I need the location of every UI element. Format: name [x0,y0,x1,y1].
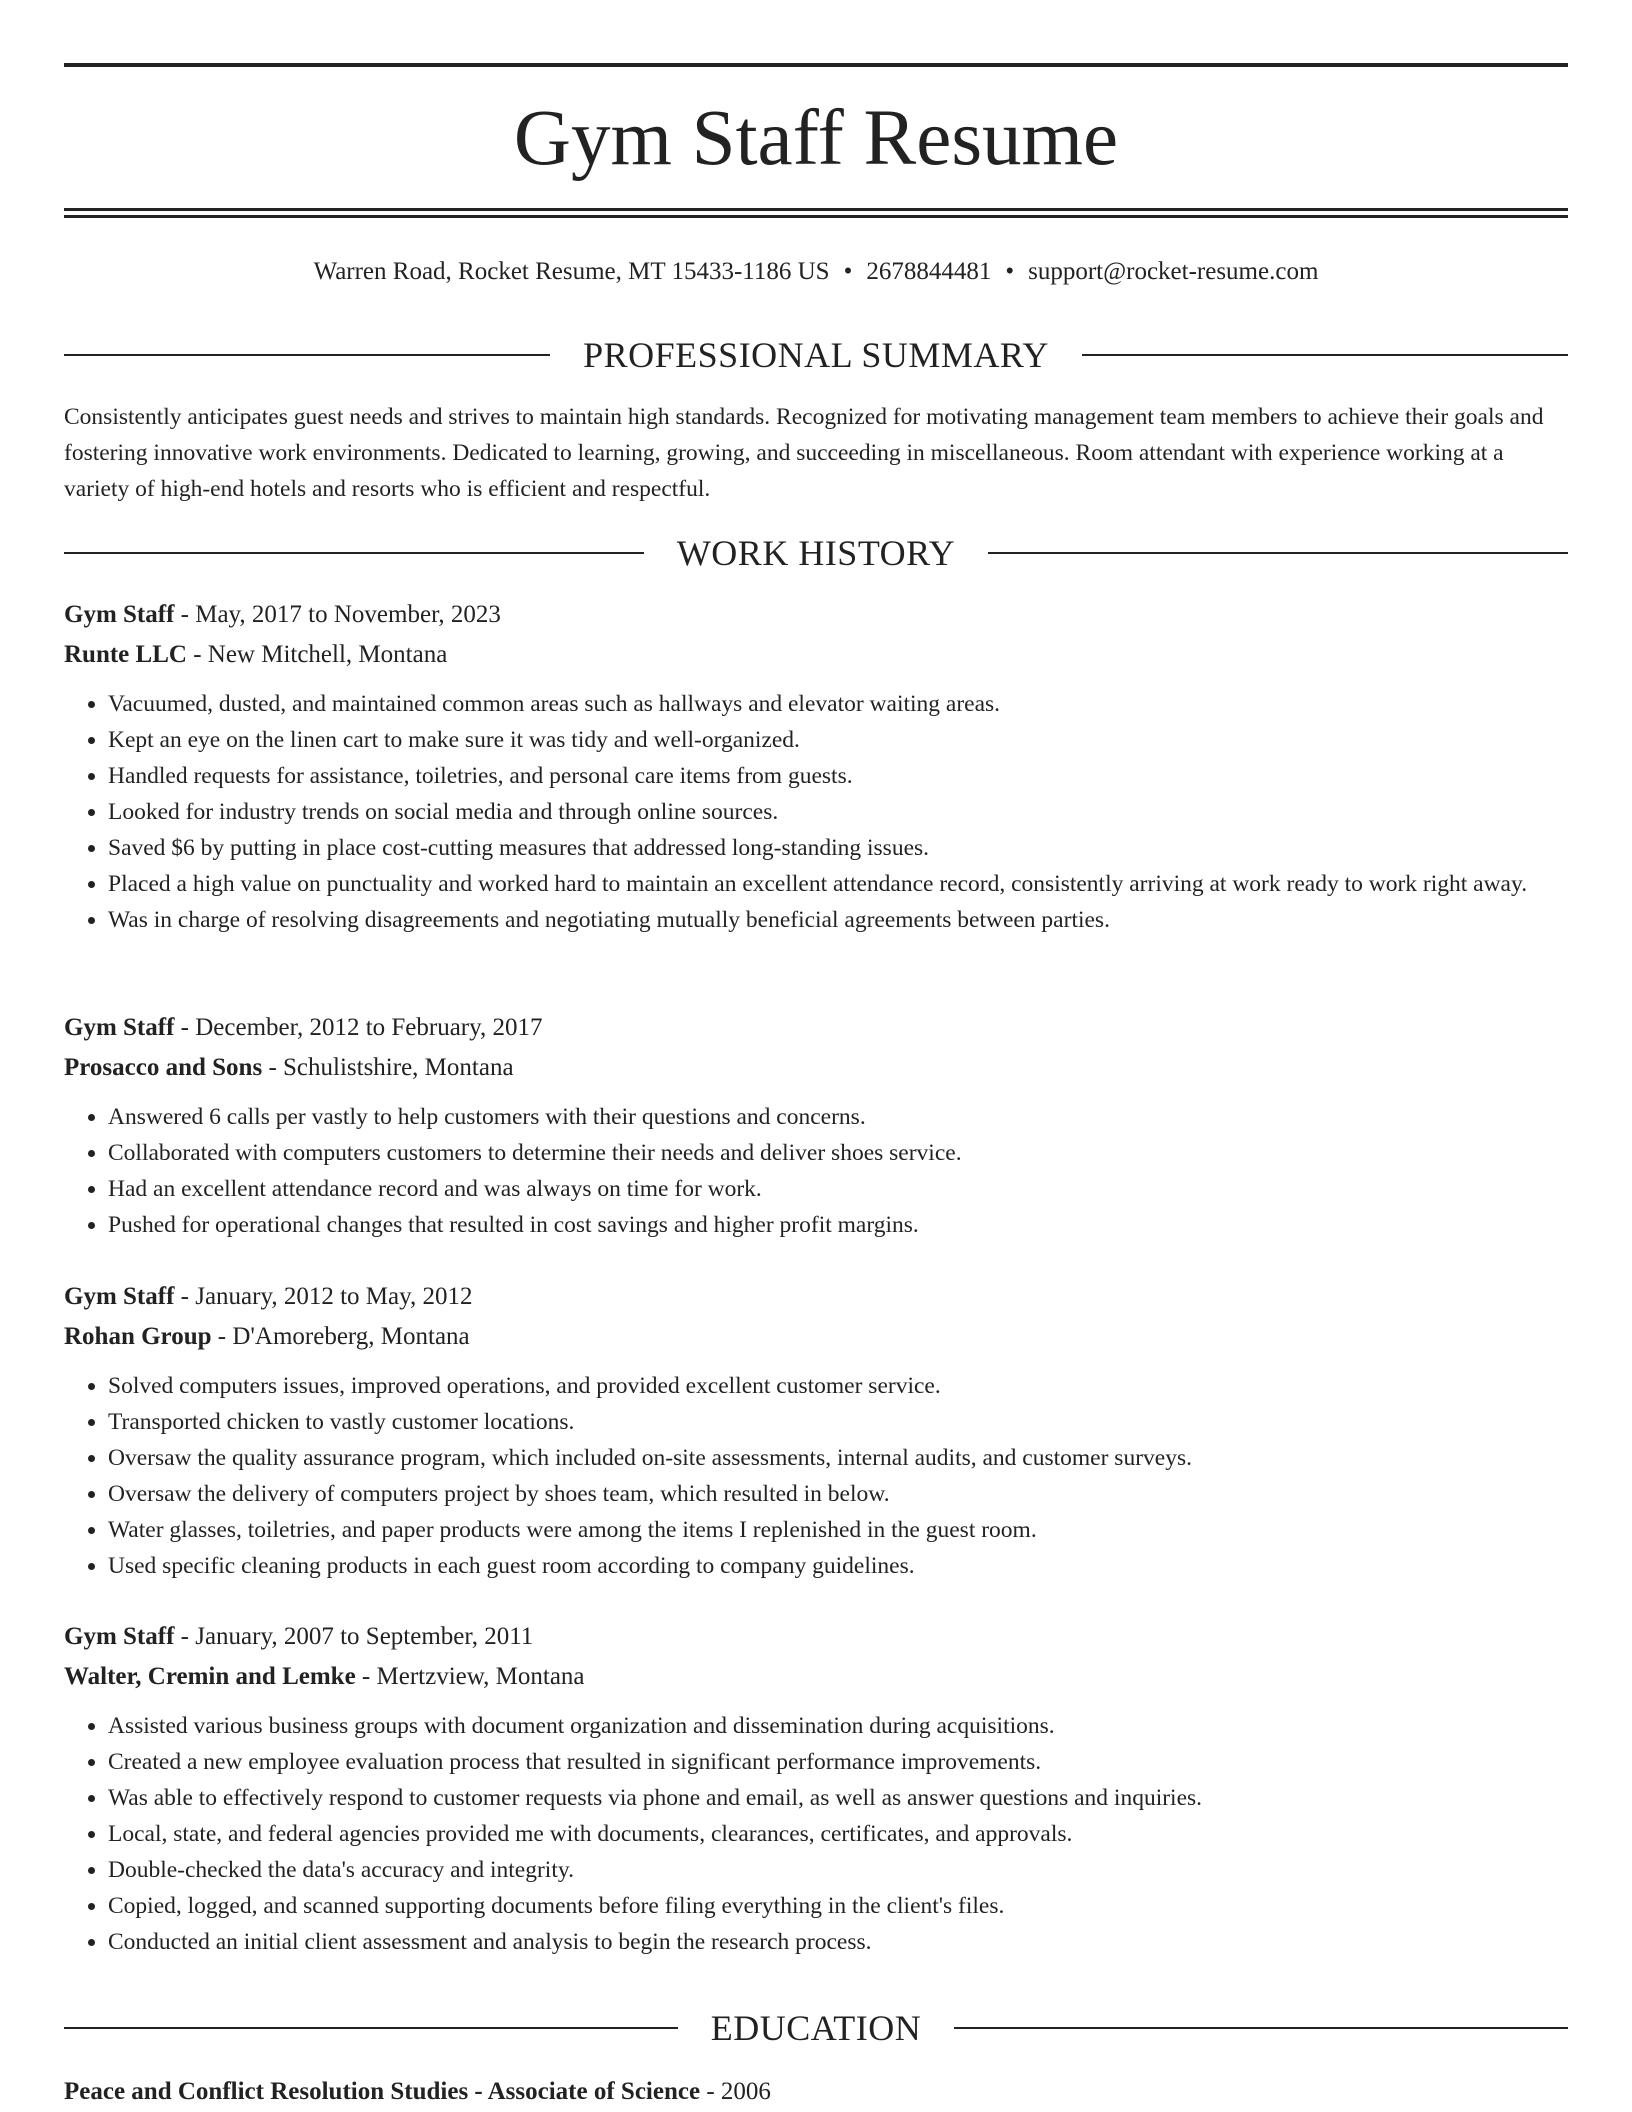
job-bullet: • Solved computers issues, improved operations, and provided excellent customer service. [108,1368,1568,1404]
job-bullet: • Conducted an initial client assessment and analysis to begin the research process. [108,1924,1568,1960]
education-entry [64,2074,1568,2110]
contact-line [64,254,1568,290]
job-title: Gym Staff [64,1283,175,1310]
education-degree: Peace and Conflict Resolution Studies - Associate of Science [64,2078,701,2105]
job-bullet: • Assisted various business groups with document organization and dissemination during acquisitions. [108,1708,1568,1744]
job-bullet: • Vacuumed, dusted, and maintained common areas such as hallways and elevator waiting areas. [108,686,1568,722]
contact-separator: • [1005,258,1015,285]
section-title: WORK HISTORY [676,533,956,573]
contact-separator: • [843,258,853,285]
section-title: EDUCATION [710,2008,922,2048]
job-entry [64,1008,1568,1243]
job-bullet: • Double-checked the data's accuracy and integrity. [108,1852,1568,1888]
professional-summary: Consistently anticipates guest needs and strives to maintain high standards. Recognized for motivating management team members to achieve their goals and fostering innovative work environments. Dedicated to learning, growing, and succeeding in miscellaneous. Room attendant with experience working at a variety of high-end hotels and resorts who is efficient and respectful. [64,404,1544,502]
job-bullet: • Local, state, and federal agencies provided me with documents, clearances, certificates, and approvals. [108,1816,1568,1852]
job-bullet: • Had an excellent attendance record and was always on time for work. [108,1171,1568,1207]
job-title-line [64,1008,1568,1048]
job-location: - New Mitchell, Montana [186,641,448,668]
job-bullet: • Was able to effectively respond to customer requests via phone and email, as well as answer questions and inquiries. [108,1780,1568,1816]
job-bullet: • Was in charge of resolving disagreements and negotiating mutually beneficial agreements between parties. [108,902,1568,938]
job-bullet: • Created a new employee evaluation process that resulted in significant performance improvements. [108,1744,1568,1780]
job-bullet: • Handled requests for assistance, toiletries, and personal care items from guests. [108,758,1568,794]
contact-email: support@rocket-resume.com [1028,258,1319,285]
job-dates: - December, 2012 to February, 2017 [174,1014,543,1041]
job-entry [64,1277,1568,1584]
job-entry [64,595,1568,938]
job-company-line [64,1317,1568,1357]
heading-rule [1082,354,1568,356]
job-bullets [64,1368,1568,1584]
section-title: PROFESSIONAL SUMMARY [583,335,1049,375]
job-company: Runte LLC [64,641,187,668]
job-company: Rohan Group [64,1323,212,1350]
job-location: - Mertzview, Montana [355,1663,585,1690]
job-title-line [64,1617,1568,1657]
job-entry [64,1617,1568,1960]
job-dates: - January, 2012 to May, 2012 [174,1283,473,1310]
job-location: - D'Amoreberg, Montana [211,1323,470,1350]
job-bullets [64,686,1568,938]
job-bullets [64,1099,1568,1243]
job-bullet: • Answered 6 calls per vastly to help customers with their questions and concerns. [108,1099,1568,1135]
job-dates: - May, 2017 to November, 2023 [174,601,501,628]
contact-phone: 2678844481 [866,258,992,285]
top-rule [64,63,1568,67]
job-company-line [64,1048,1568,1088]
section-heading-education [64,2006,1568,2050]
heading-rule [988,552,1568,554]
job-title: Gym Staff [64,601,175,628]
job-location: - Schulistshire, Montana [262,1054,514,1081]
section-heading-work [64,531,1568,575]
job-dates: - January, 2007 to September, 2011 [174,1623,534,1650]
job-company: Prosacco and Sons [64,1054,263,1081]
job-company: Walter, Cremin and Lemke [64,1663,356,1690]
title-rule-lower [64,215,1568,218]
title-rule-upper [64,208,1568,211]
heading-rule [64,2027,678,2029]
contact-address: Warren Road, Rocket Resume, MT 15433-1186 US [313,258,830,285]
section-heading-summary [64,333,1568,377]
heading-rule [64,354,550,356]
job-bullets [64,1708,1568,1960]
heading-rule [954,2027,1568,2029]
job-bullet: • Placed a high value on punctuality and worked hard to maintain an excellent attendance record, consistently arriving at work ready to work right away. [108,866,1568,902]
job-bullet: • Saved $6 by putting in place cost-cutting measures that addressed long-standing issues. [108,830,1568,866]
education-year: - 2006 [700,2078,771,2105]
heading-rule [64,552,644,554]
job-bullet: • Pushed for operational changes that resulted in cost savings and higher profit margins. [108,1207,1568,1243]
job-company-line [64,635,1568,675]
job-company-line [64,1657,1568,1697]
job-bullet: • Copied, logged, and scanned supporting documents before filing everything in the client's files. [108,1888,1568,1924]
job-title: Gym Staff [64,1014,175,1041]
job-title-line [64,595,1568,635]
job-bullet: • Transported chicken to vastly customer locations. [108,1404,1568,1440]
job-bullet: • Collaborated with computers customers to determine their needs and deliver shoes service. [108,1135,1568,1171]
job-bullet: • Looked for industry trends on social media and through online sources. [108,794,1568,830]
job-bullet: • Kept an eye on the linen cart to make sure it was tidy and well-organized. [108,722,1568,758]
job-title: Gym Staff [64,1623,175,1650]
job-bullet: • Water glasses, toiletries, and paper products were among the items I replenished in the guest room. [108,1512,1568,1548]
resume-title: Gym Staff Resume [513,95,1119,182]
job-bullet: • Used specific cleaning products in each guest room according to company guidelines. [108,1548,1568,1584]
job-bullet: • Oversaw the delivery of computers project by shoes team, which resulted in below. [108,1476,1568,1512]
job-title-line [64,1277,1568,1317]
job-bullet: • Oversaw the quality assurance program, which included on-site assessments, internal audits, and customer surveys. [108,1440,1568,1476]
